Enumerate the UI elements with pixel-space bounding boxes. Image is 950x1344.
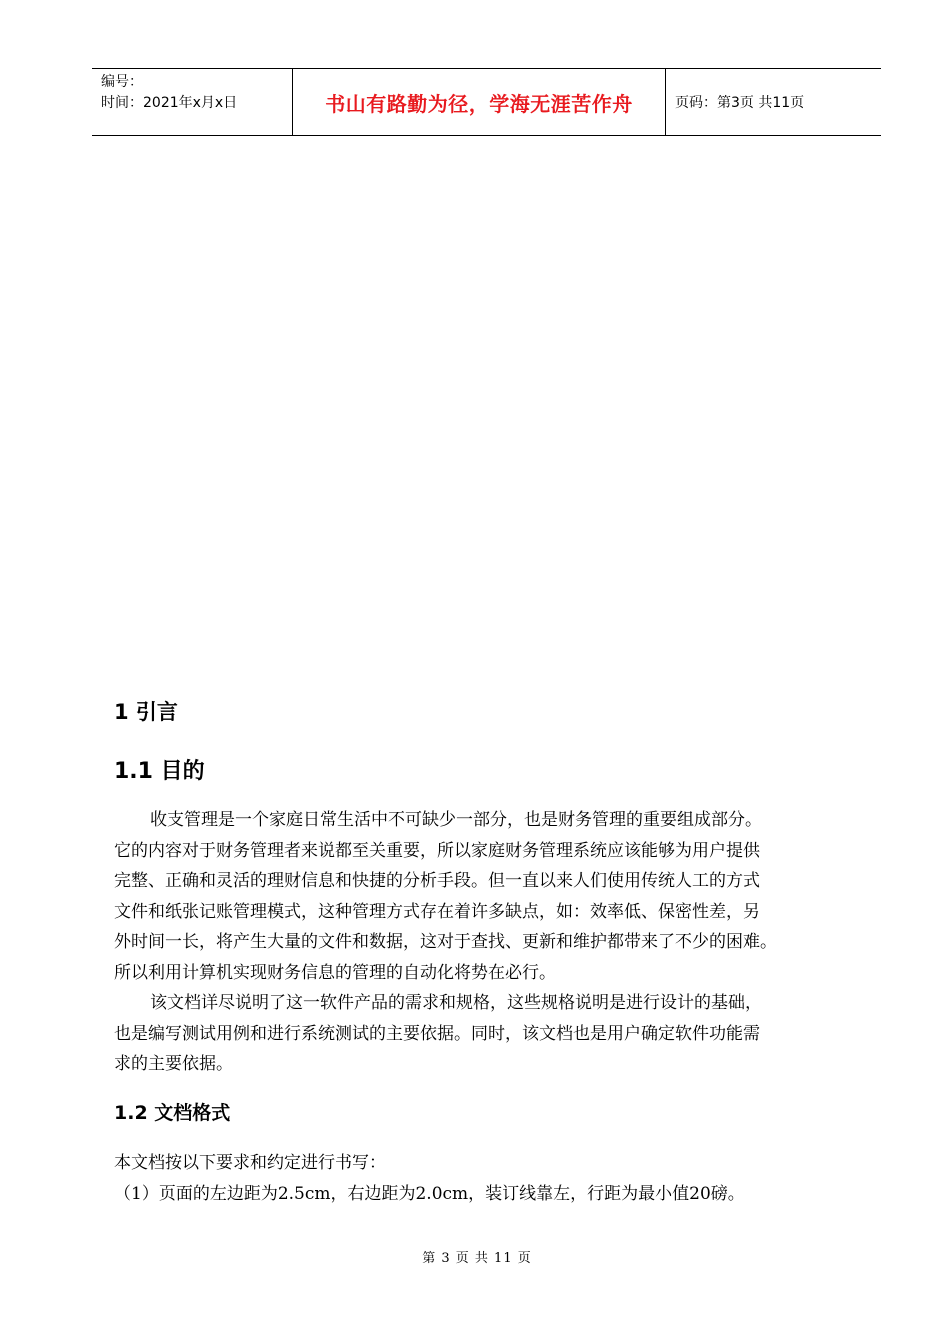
header-motto [293, 69, 666, 135]
page-header [92, 68, 881, 136]
footer-page-number: 第 3 页 共 11 页 [422, 1251, 532, 1266]
paragraph-line: 所以利用计算机实现财务信息的管理的自动化将势在必行。 [114, 962, 556, 983]
format-paragraph [114, 1148, 854, 1209]
purpose-paragraph-2 [114, 988, 854, 1080]
page-footer [0, 1247, 950, 1266]
section-1-2-heading: 1.2 文档格式 [114, 1102, 231, 1124]
paragraph-line: 它的内容对于财务管理者来说都至关重要，所以家庭财务管理系统应该能够为用户提供 [114, 840, 760, 861]
header-page-label: 页码：第3页 共11页 [675, 95, 805, 111]
section-1-heading: 1 引言 [114, 700, 178, 724]
paragraph-line: 完整、正确和灵活的理财信息和快捷的分析手段。但一直以来人们使用传统人工的方式 [114, 871, 760, 891]
paragraph-line: （1）页面的左边距为2.5cm，右边距为2.0cm，装订线靠左，行距为最小值20磅。 [114, 1183, 745, 1204]
header-time-label: 时间：2021年x月x日 [101, 95, 238, 111]
paragraph-line: 本文档按以下要求和约定进行书写： [114, 1153, 386, 1173]
section-1-1-heading: 1.1 目的 [114, 759, 205, 784]
paragraph-line: 求的主要依据。 [114, 1054, 233, 1074]
paragraph-line: 文件和纸张记账管理模式，这种管理方式存在着许多缺点，如：效率低、保密性差，另 [114, 901, 760, 922]
purpose-paragraph-1 [114, 805, 854, 988]
header-meta-cell [92, 69, 293, 135]
paragraph-line: 外时间一长，将产生大量的文件和数据，这对于查找、更新和维护都带来了不少的困难。 [114, 932, 777, 952]
paragraph-line: 该文档详尽说明了这一软件产品的需求和规格，这些规格说明是进行设计的基础， [150, 993, 762, 1013]
header-page-cell [666, 69, 881, 135]
header-number-label: 编号： [101, 74, 143, 90]
paragraph-line: 收支管理是一个家庭日常生活中不可缺少一部分，也是财务管理的重要组成部分。 [150, 810, 762, 830]
header-motto-text: 书山有路勤为径，学海无涯苦作舟 [325, 91, 633, 116]
paragraph-line: 也是编写测试用例和进行系统测试的主要依据。同时，该文档也是用户确定软件功能需 [114, 1023, 760, 1044]
